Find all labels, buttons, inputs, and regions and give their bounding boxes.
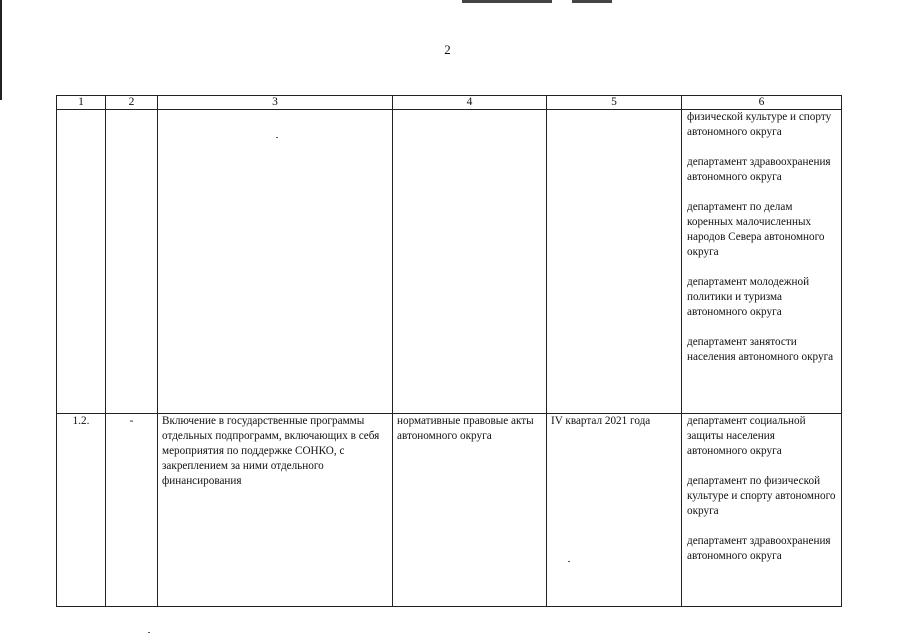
top-scan-mark bbox=[462, 0, 552, 3]
responsible-cell bbox=[682, 110, 842, 414]
table-row bbox=[57, 414, 842, 607]
responsible-dept: физической культуре и спорту автономного округа bbox=[687, 111, 832, 138]
header-cell: 2 bbox=[106, 96, 158, 110]
header-cell: 5 bbox=[547, 96, 682, 110]
table-cell bbox=[393, 110, 547, 414]
table-row bbox=[57, 110, 842, 414]
responsible-dept: департамент здравоохранения автономного округа bbox=[687, 156, 831, 183]
item-number: 1.2. bbox=[57, 414, 106, 607]
scan-speck bbox=[276, 137, 278, 138]
responsible-dept: департамент занятости населения автономного округа bbox=[687, 336, 834, 363]
deadline: IV квартал 2021 года bbox=[547, 414, 682, 607]
measures-table bbox=[56, 95, 842, 607]
header-cell: 3 bbox=[158, 96, 393, 110]
header-cell: 4 bbox=[393, 96, 547, 110]
document-type: нормативные правовые акты автономного округа bbox=[393, 414, 547, 607]
table-cell: - bbox=[106, 414, 158, 607]
scan-speck bbox=[148, 632, 150, 633]
responsible-dept: департамент здравоохранения автономного округа bbox=[687, 535, 831, 562]
responsible-dept: департамент по физической культуре и спорту автономного округа bbox=[687, 475, 836, 517]
responsible-cell bbox=[682, 414, 842, 607]
scan-speck bbox=[568, 561, 570, 562]
table-cell bbox=[57, 110, 106, 414]
responsible-dept: департамент по делам коренных малочисленных народов Севера автономного округа bbox=[687, 201, 825, 258]
header-cell: 6 bbox=[682, 96, 842, 110]
responsible-dept: департамент социальной защиты населения автономного округа bbox=[687, 415, 806, 457]
table-cell bbox=[547, 110, 682, 414]
header-row bbox=[57, 96, 842, 110]
table-cell bbox=[106, 110, 158, 414]
measure-description: Включение в государственные программы отдельных подпрограмм, включающих в себя мероприятия по поддержке СОНКО, с закреплением за ними отдельного финансирования bbox=[158, 414, 393, 607]
top-scan-mark bbox=[572, 0, 612, 3]
page-number: 2 bbox=[444, 42, 451, 57]
header-cell: 1 bbox=[57, 96, 106, 110]
table-cell bbox=[158, 110, 393, 414]
responsible-dept: департамент молодежной политики и туризма автономного округа bbox=[687, 276, 810, 318]
